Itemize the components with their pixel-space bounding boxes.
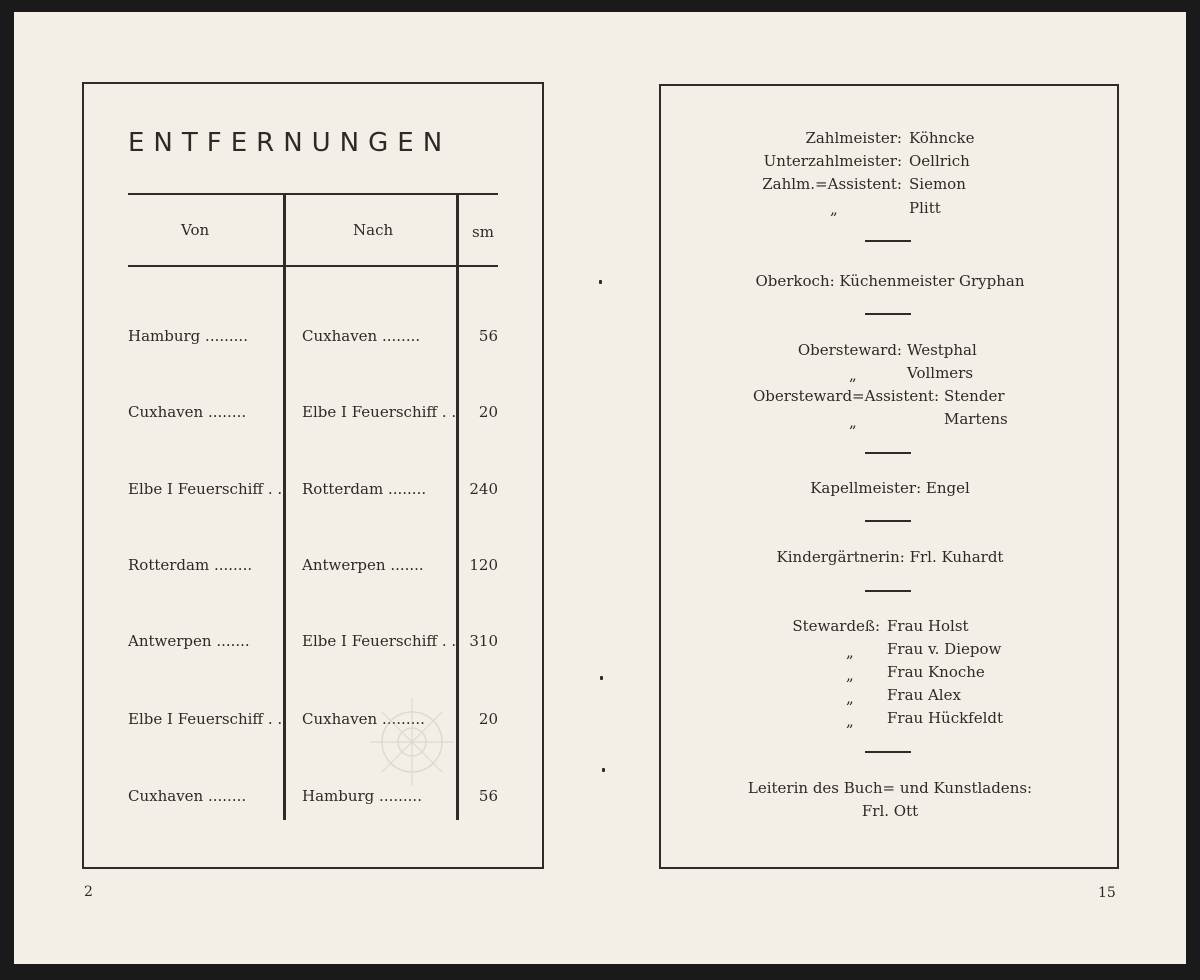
person-name: Oellrich: [909, 152, 970, 170]
booklet-spread: [14, 12, 1186, 964]
ditto-mark: „: [846, 666, 854, 684]
cell-from: Hamburg .........: [128, 327, 248, 345]
section-separator: [865, 313, 911, 315]
cell-from: Cuxhaven ........: [128, 403, 247, 421]
person-name: Frau Holst: [887, 617, 969, 635]
kindergaertnerin-line: Kindergärtnerin: Frl. Kuhardt: [776, 548, 1004, 566]
cell-to: Cuxhaven ........: [302, 327, 421, 345]
person-name: Frau Alex: [887, 686, 961, 704]
page-number-right: 15: [1098, 885, 1116, 901]
cell-to: Hamburg .........: [302, 787, 422, 805]
cell-sm: 20: [478, 403, 498, 421]
cell-to: Cuxhaven .........: [302, 710, 425, 728]
page-title: ENTFERNUNGEN: [128, 128, 452, 158]
cell-to: Rotterdam ........: [302, 480, 427, 498]
cell-from: Rotterdam ........: [128, 556, 253, 574]
cell-from: Antwerpen .......: [128, 632, 250, 650]
cell-sm: 20: [478, 710, 498, 728]
cell-sm: 56: [478, 327, 498, 345]
person-name: Martens: [944, 410, 1008, 428]
role-label: Unterzahlmeister:: [763, 152, 902, 170]
cell-sm: 310: [469, 632, 498, 650]
cell-sm: 120: [469, 556, 498, 574]
ditto-mark: „: [849, 413, 857, 431]
speck: [599, 280, 602, 284]
cell-from: Elbe I Feuerschiff . .: [128, 710, 283, 728]
role-label: Obersteward=Assistent:: [752, 387, 939, 405]
person-name: Vollmers: [907, 364, 974, 382]
cell-from: Elbe I Feuerschiff . .: [128, 480, 283, 498]
leiterin-line: Leiterin des Buch= und Kunstladens:: [747, 779, 1033, 797]
column-header-nach: Nach: [353, 221, 394, 239]
speck: [602, 768, 605, 772]
column-header-von: Von: [181, 221, 210, 239]
column-header-sm: sm: [472, 223, 494, 241]
person-name: Plitt: [909, 199, 941, 217]
leiterin-name: Frl. Ott: [861, 802, 919, 820]
cell-sm: 240: [469, 480, 498, 498]
cell-to: Antwerpen .......: [302, 556, 424, 574]
table-column-divider: [283, 194, 286, 820]
person-name: Frau Hückfeldt: [887, 709, 1004, 727]
section-separator: [865, 452, 911, 454]
page-number-left: 2: [84, 884, 93, 900]
cell-from: Cuxhaven ........: [128, 787, 247, 805]
speck: [600, 676, 603, 680]
section-separator: [865, 240, 911, 242]
person-name: Frau Knoche: [887, 663, 985, 681]
table-header-rule: [128, 265, 498, 267]
table-top-rule: [128, 193, 498, 195]
role-label: Obersteward:: [797, 341, 902, 359]
cell-sm: 56: [478, 787, 498, 805]
cell-to: Elbe I Feuerschiff . .: [302, 403, 457, 421]
section-separator: [865, 751, 911, 753]
person-name: Köhncke: [909, 129, 975, 147]
kapellmeister-line: Kapellmeister: Engel: [810, 479, 970, 497]
person-name: Frau v. Diepow: [887, 640, 1002, 658]
left-page-frame: [82, 82, 544, 869]
ditto-mark: „: [849, 366, 857, 384]
person-name: Stender: [944, 387, 1005, 405]
ditto-mark: „: [846, 643, 854, 661]
ditto-mark: „: [846, 689, 854, 707]
cell-to: Elbe I Feuerschiff . .: [302, 632, 457, 650]
ditto-mark: „: [830, 200, 838, 218]
role-label: Zahlm.=Assistent:: [762, 175, 902, 193]
ditto-mark: „: [846, 712, 854, 730]
role-label: Zahlmeister:: [805, 129, 902, 147]
section-separator: [865, 590, 911, 592]
person-name: Westphal: [907, 341, 977, 359]
ship-wheel-watermark-icon: [366, 690, 458, 790]
role-label: Stewardeß:: [792, 617, 880, 635]
section-separator: [865, 520, 911, 522]
person-name: Siemon: [909, 175, 966, 193]
oberkoch-line: Oberkoch: Küchenmeister Gryphan: [755, 272, 1025, 290]
